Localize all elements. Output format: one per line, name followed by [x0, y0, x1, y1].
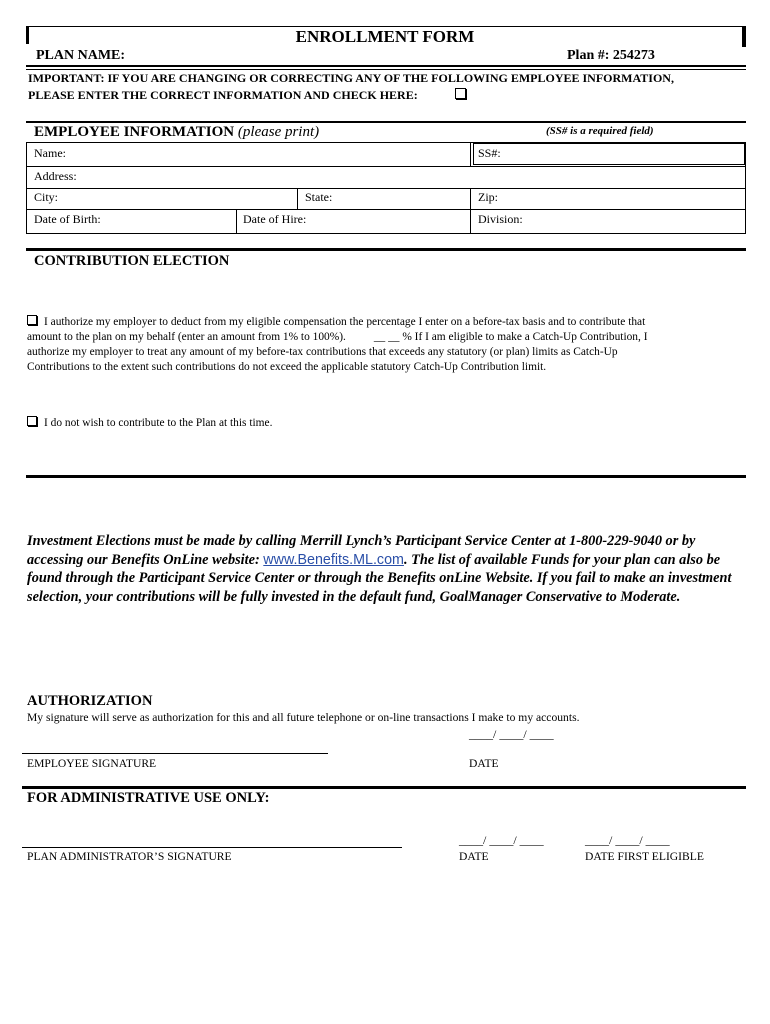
investment-text-part1: Investment Elections must be made by calling Merrill Lynch’s Participant Service Center at 1-800-229-9040 or by accessing our Benefits OnLine website:: [27, 533, 696, 568]
form-title: ENROLLMENT FORM: [295, 27, 475, 46]
important-notice-text: PLEASE ENTER THE CORRECT INFORMATION AND CHECK HERE:: [28, 88, 418, 102]
plan-number: Plan #: 254273: [567, 48, 655, 63]
state-field-label: State:: [305, 190, 333, 204]
important-notice-line2: [28, 88, 473, 103]
option1-line2a-text: amount to the plan on my behalf (enter an amount from 1% to 100%).: [27, 331, 346, 343]
employee-signature-label: EMPLOYEE SIGNATURE: [27, 757, 157, 770]
name-field-label: Name:: [34, 146, 66, 160]
table-rule-row3: [26, 188, 746, 189]
admin-heading: FOR ADMINISTRATIVE USE ONLY:: [27, 790, 270, 806]
division-field-label: Division:: [478, 212, 523, 226]
authorization-heading: AUTHORIZATION: [27, 693, 153, 709]
contribution-section-rule: [26, 248, 746, 251]
header-double-rule-bottom: [26, 69, 746, 70]
option2-text: I do not wish to contribute to the Plan at this time.: [44, 417, 273, 429]
admin-date-label: DATE: [459, 850, 489, 863]
contribution-option-authorize: [27, 315, 747, 375]
option1-line1: [27, 315, 747, 330]
table-doh-divider: [236, 209, 237, 234]
benefits-website-link[interactable]: www.Benefits.ML.com: [263, 551, 404, 568]
decline-checkbox[interactable]: [27, 416, 37, 426]
option1-line1-text: I authorize my employer to deduct from my eligible compensation the percentage I enter on a before-tax basis and to contribute that: [44, 316, 646, 328]
admin-date-blank[interactable]: ____/ ____/ ____: [459, 833, 544, 847]
table-right-border: [745, 142, 746, 234]
table-rule-row4: [26, 209, 746, 210]
option1-line2: [27, 330, 747, 345]
employee-info-note: (please print): [237, 124, 320, 140]
authorize-checkbox[interactable]: [27, 315, 37, 325]
eligible-date-blank[interactable]: ____/ ____/ ____: [585, 833, 670, 847]
correction-checkbox[interactable]: [455, 88, 466, 99]
city-field-label: City:: [34, 190, 59, 204]
investment-section-rule: [26, 475, 746, 478]
employee-signature-line[interactable]: [22, 753, 328, 754]
ss-field-label: SS#:: [478, 146, 501, 160]
admin-signature-line[interactable]: [22, 847, 402, 848]
table-left-border: [26, 142, 27, 234]
option1-line3: authorize my employer to treat any amount of my before-tax contributions that exceeds any statutory (or plan) limits as Catch-Up: [27, 346, 618, 358]
percent-blank[interactable]: __ __ % If I am eligible to make a Catch-Up Contribution, I: [373, 331, 648, 343]
option1-line4: Contributions to the extent such contributions do not exceed the applicable statutory Catch-Up Contribution limit.: [27, 361, 547, 373]
admin-signature-label: PLAN ADMINISTRATOR’S SIGNATURE: [27, 850, 232, 863]
employee-info-heading: [34, 124, 319, 141]
zip-field-label: Zip:: [478, 190, 498, 204]
header-double-rule-top: [26, 65, 746, 67]
table-ss-divider: [470, 142, 471, 166]
authorization-date-blank[interactable]: ____/ ____/ ____: [469, 727, 554, 741]
investment-text-part2: . The list of available Funds for your plan can also be found through the Participant Service Center or through the Benefits onLine Website. If you fail to make an investment selection, your contributions will be fully invested in the default fund, GoalManager Conservative to Moderate.: [27, 551, 732, 605]
table-rule-row2: [26, 166, 746, 167]
employee-info-title: EMPLOYEE INFORMATION: [34, 124, 235, 140]
admin-section-rule: [22, 786, 746, 789]
ss-field[interactable]: [473, 143, 745, 165]
contribution-option-decline: [27, 416, 272, 431]
investment-elections-text: [27, 532, 747, 606]
table-rule-bottom: [26, 233, 746, 234]
plan-name-label: PLAN NAME:: [36, 48, 126, 63]
important-notice-line1: IMPORTANT: IF YOU ARE CHANGING OR CORRECTING ANY OF THE FOLLOWING EMPLOYEE INFORMATION,: [28, 71, 674, 85]
doh-field-label: Date of Hire:: [243, 212, 307, 226]
dob-field-label: Date of Birth:: [34, 212, 101, 226]
table-state-divider: [297, 188, 298, 209]
employee-date-label: DATE: [469, 757, 499, 770]
table-zip-divider: [470, 188, 471, 234]
authorization-text: My signature will serve as authorization for this and all future telephone or on-line transactions I make to my accounts.: [27, 711, 580, 724]
address-field-label: Address:: [34, 169, 77, 183]
date-first-eligible-label: DATE FIRST ELIGIBLE: [585, 850, 704, 863]
contribution-heading: CONTRIBUTION ELECTION: [34, 253, 230, 269]
employee-section-rule: [26, 121, 746, 123]
ss-required-note: (SS# is a required field): [546, 125, 654, 137]
